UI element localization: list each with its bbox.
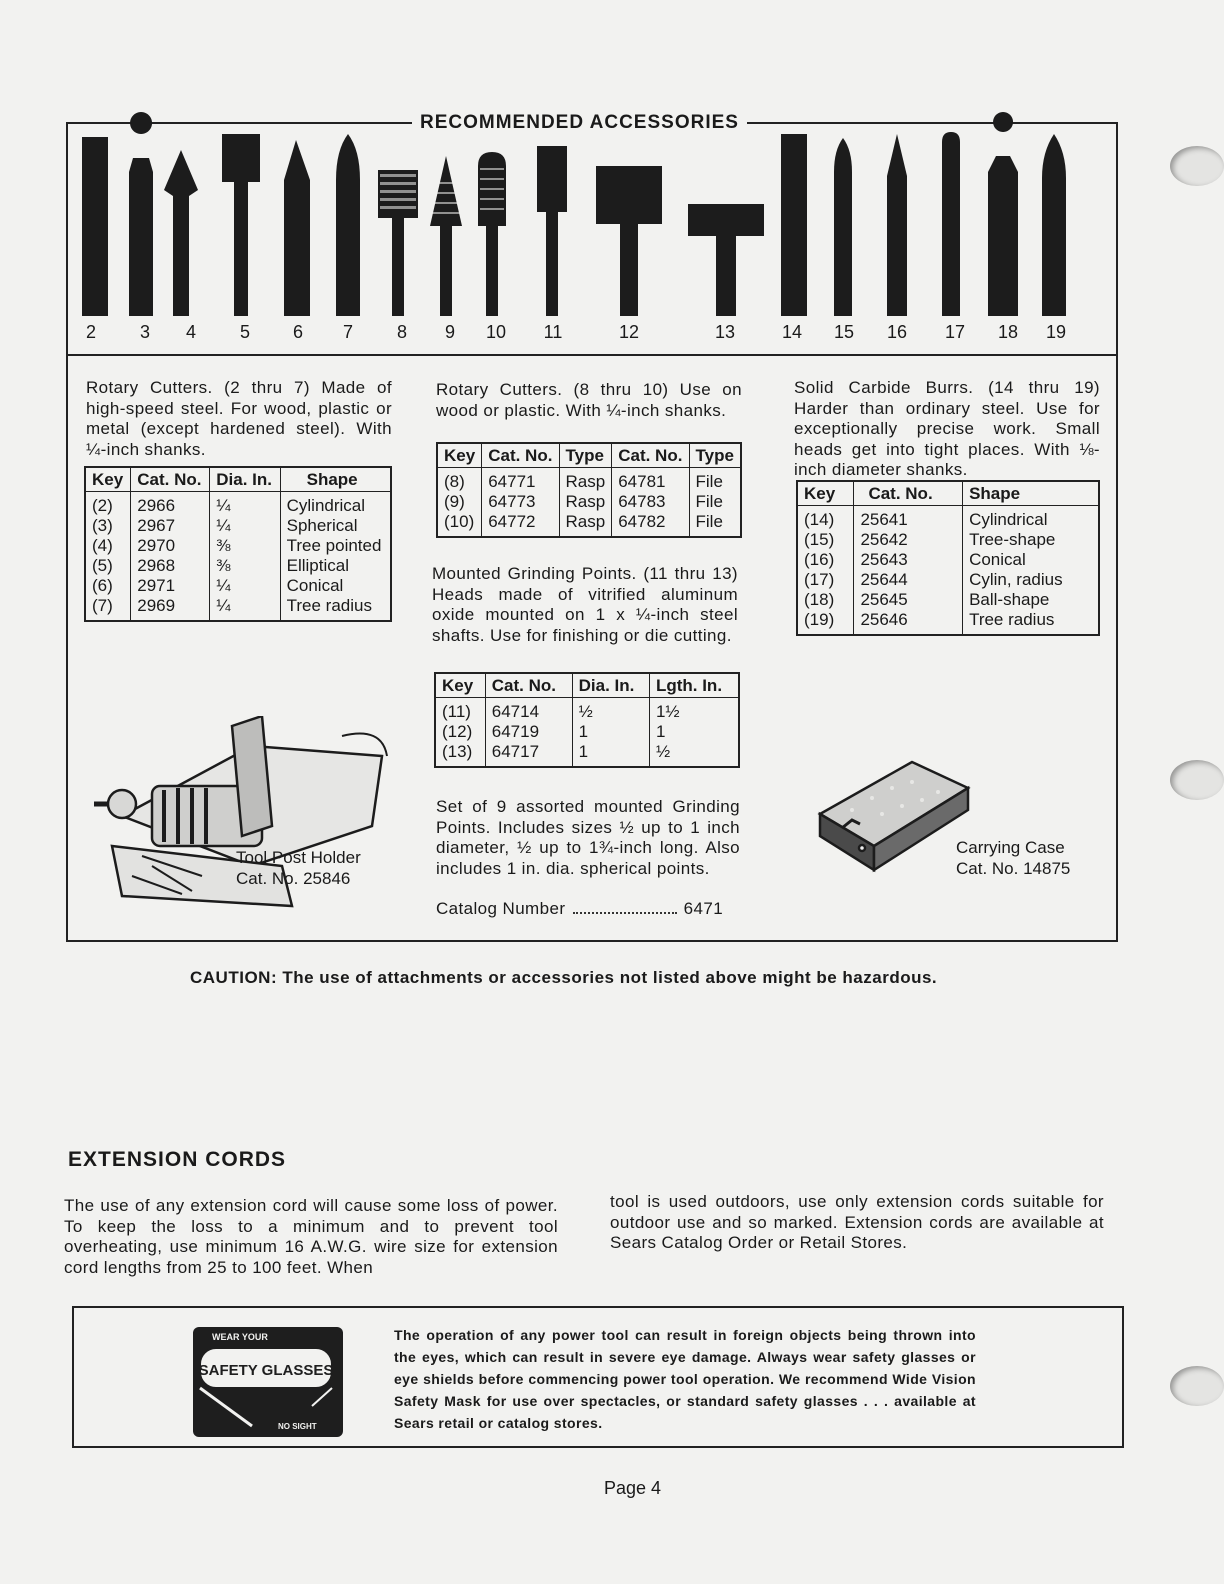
tool-label-16: 16 [886,322,908,342]
table-row: (13) 64717 1 ½ [435,742,739,767]
burr-18-silhouette [988,112,1018,316]
col-shape: Shape [963,481,1099,506]
rotary-hs-description: Rotary Cutters. (2 thru 7) Made of high-speed steel. For wood, plastic or metal (except hardened steel). With ¼-inch shanks. [86,378,392,459]
carrying-case-illustration [812,758,972,886]
carbide-table [796,480,1100,636]
table-row: (7) 2969 ¼ Tree radius [85,596,391,621]
carrying-case-label-line2: Cat. No. 14875 [956,859,1071,878]
table-row: (11) 64714 ½ 1½ [435,698,739,723]
tool-label-3: 3 [139,322,150,342]
burr-14-silhouette [781,134,807,316]
binder-hole-bottom [1170,1366,1224,1406]
tool-label-19: 19 [1045,322,1067,342]
tool-label-8: 8 [396,322,407,342]
tool-label-2: 2 [85,322,96,342]
tool-label-12: 12 [618,322,640,342]
caution-text: CAUTION: The use of attachments or accessories not listed above might be hazardous. [190,968,938,987]
col-length: Lgth. In. [649,673,739,698]
cutter-5-silhouette [222,134,260,316]
cutter-6-silhouette [284,140,310,316]
table-row: (9) 64773 Rasp 64783 File [437,492,741,512]
cutter-11-silhouette [537,146,567,316]
tool-label-15: 15 [833,322,855,342]
cutter-2-silhouette [82,137,108,316]
accessories-title: RECOMMENDED ACCESSORIES [412,112,747,134]
table-row: (14) 25641 Cylindrical [797,506,1099,531]
tool-label-5: 5 [239,322,250,342]
badge-main-text: SAFETY GLASSES [198,1362,334,1379]
tools-divider [66,354,1118,356]
table-row: (16) 25643 Conical [797,550,1099,570]
table-row: (4) 2970 ⅜ Tree pointed [85,536,391,556]
rotary-wood-description: Rotary Cutters. (8 thru 10) Use on wood or plastic. With ¼-inch shanks. [436,380,742,420]
col-cat-no: Cat. No. [131,467,210,492]
badge-bottom-text: NO SIGHT [278,1422,317,1431]
grinding-description: Mounted Grinding Points. (11 thru 13) Heads made of vitrified aluminum oxide mounted on 1 x ¼-inch steel shafts. Use for finishing or die cutting. [432,564,738,645]
table-row: (15) 25642 Tree-shape [797,530,1099,550]
table-row: (10) 64772 Rasp 64782 File [437,512,741,537]
tool-label-17: 17 [944,322,966,342]
burr-19-silhouette [1042,134,1066,316]
burr-17-silhouette [942,132,960,316]
rotary-wood-table [436,442,742,538]
carbide-description: Solid Carbide Burrs. (14 thru 19) Harder than ordinary steel. Use for exceptionally precise work. Small heads get into tight places. With ⅛-inch diameter shanks. [794,378,1100,479]
tool-label-9: 9 [444,322,455,342]
tool-label-10: 10 [485,322,507,342]
catalog-number-value: 6471 [683,899,724,918]
tool-post-label-line2: Cat. No. 25846 [236,869,351,888]
tool-label-18: 18 [997,322,1019,342]
binder-hole-middle [1170,760,1224,800]
col-key: Key [435,673,485,698]
cutter-4-silhouette [164,150,198,316]
tool-label-14: 14 [781,322,803,342]
cutter-9-silhouette [430,156,462,316]
extension-cords-heading: EXTENSION CORDS [68,1148,287,1171]
page-number: Page 4 [604,1478,662,1498]
col-type-2: Type [689,443,741,468]
col-cat-no: Cat. No. [485,673,572,698]
table-row: (17) 25644 Cylin, radius [797,570,1099,590]
table-row: (2) 2966 ¼ Cylindrical [85,492,391,517]
tool-label-13: 13 [714,322,736,342]
carrying-case-label-line1: Carrying Case [956,838,1065,857]
catalog-number-line [436,899,740,920]
grinding-table [434,672,740,768]
rotary-hs-table [84,466,392,622]
col-key: Key [437,443,482,468]
col-cat-no-2: Cat. No. [612,443,689,468]
tool-label-11: 11 [543,322,563,342]
extension-left-text: The use of any extension cord will cause some loss of power. To keep the loss to a minimum and to prevent tool overheating, use minimum 16 A.W.G. wire size for extension cord lengths from 25 to 100 feet. When [64,1196,558,1277]
safety-glasses-badge [192,1326,344,1438]
burr-15-silhouette [834,138,852,316]
badge-top-text: WEAR YOUR [212,1332,268,1342]
catalog-number-label: Catalog Number [436,899,566,918]
tool-label-4: 4 [185,322,196,342]
cutter-10-silhouette [478,152,506,316]
grinding-set-text: Set of 9 assorted mounted Grinding Points. Includes sizes ½ up to 1 inch diameter, ½ up to 1¾-inch long. Also includes 1 in. dia. spherical points. [436,797,740,878]
cutter-7-silhouette [336,134,360,316]
col-dia: Dia. In. [572,673,649,698]
tool-label-6: 6 [292,322,303,342]
col-cat-no-1: Cat. No. [482,443,559,468]
accessory-silhouettes [0,0,1224,330]
table-row: (18) 25645 Ball-shape [797,590,1099,610]
col-key: Key [797,481,854,506]
col-dia: Dia. In. [210,467,280,492]
cutter-12-silhouette [596,166,662,316]
burr-16-silhouette [887,134,907,316]
table-row: (6) 2971 ¼ Conical [85,576,391,596]
col-cat-no: Cat. No. [854,481,963,506]
col-shape: Shape [280,467,391,492]
tool-label-7: 7 [342,322,353,342]
table-row: (8) 64771 Rasp 64781 File [437,468,741,493]
cutter-3-silhouette [129,112,153,316]
table-row: (19) 25646 Tree radius [797,610,1099,635]
tool-post-label-line1: Tool Post Holder [236,848,361,867]
col-type-1: Type [559,443,612,468]
col-key: Key [85,467,131,492]
table-row: (3) 2967 ¼ Spherical [85,516,391,536]
cutter-13-silhouette [688,204,764,316]
table-row: (12) 64719 1 1 [435,722,739,742]
table-row: (5) 2968 ⅜ Elliptical [85,556,391,576]
extension-right-text: tool is used outdoors, use only extension cords suitable for outdoor use and so marked. Extension cords are available at Sears Catalog Order or Retail Stores. [610,1192,1104,1252]
safety-warning-text: The operation of any power tool can result in foreign objects being thrown into the eyes, which can result in severe eye damage. Always wear safety glasses or eye shields before commencing power tool operation. We recommend Wide Vision Safety Mask for use over spectacles, or standard safety glasses . . . available at Sears retail or catalog stores. [394,1327,976,1431]
